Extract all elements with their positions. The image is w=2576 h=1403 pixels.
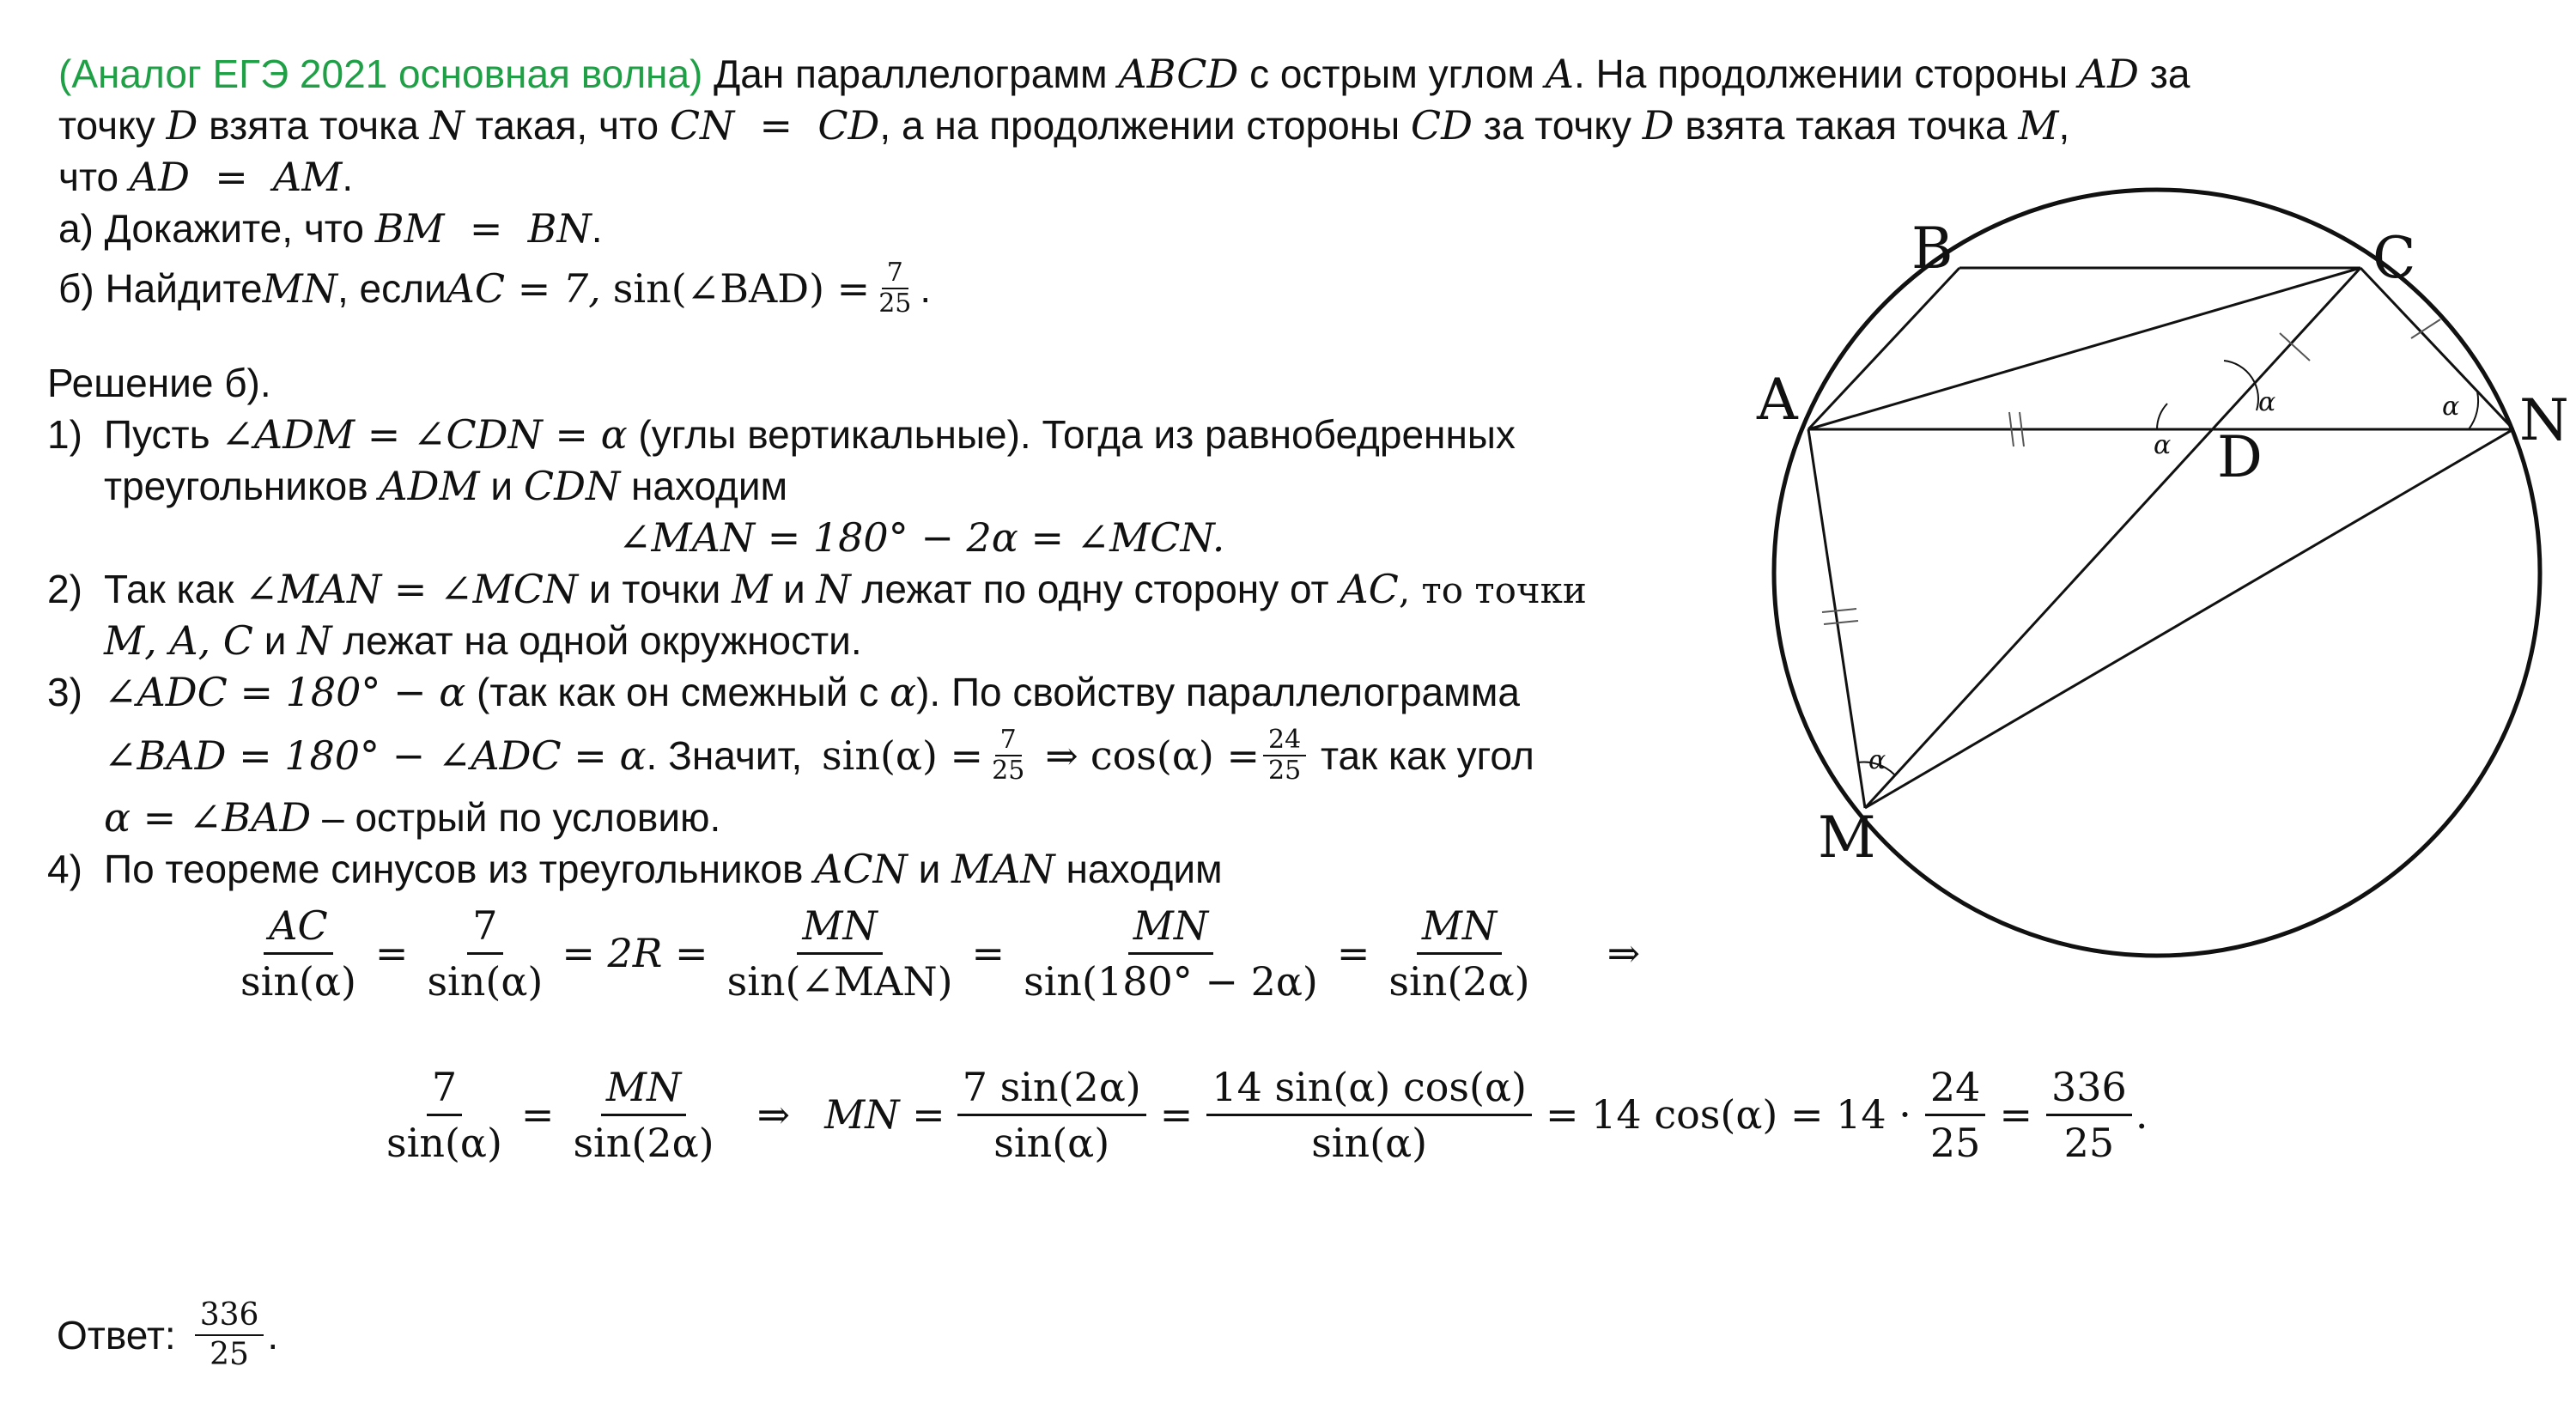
angle-arc-d-left [2157,404,2167,429]
tick-cn [2411,319,2440,338]
segment-am [1808,429,1865,808]
problem-line-3: что AD = AM. [58,154,354,200]
step-3-line-1: 3) ∠ADC = 180° − α (так как он смежный с α). По свойству параллелограмма [47,669,1520,715]
frac-7-sin: $\frac{7}{\sin(\alpha)}$ [422,899,548,1008]
frac-mn-sin-man: $\frac{MN}{\text{sin(∠MAN)}}$ [722,899,958,1008]
frac-336-25: $\frac{336}{25}$ [2046,1060,2132,1169]
tick-am-2 [1824,621,1858,624]
label-point-n: N [2519,387,2569,453]
tick-am-1 [1822,609,1856,612]
segment-cn [2360,268,2513,429]
answer: Ответ: $\frac{336}{25}$ . [57,1297,279,1372]
fraction-sin-alpha: $\frac{7}{25}$ [992,725,1025,786]
frac-mn-sin-2a: $\frac{MN}{\sin(2\alpha)}$ [1383,899,1534,1008]
problem-line-1: (Аналог ЕГЭ 2021 основная волна) Дан параллелограмм ABCD с острым углом A. На продолжении стороны AD за [58,51,2190,97]
frac-14sincos-sin: $\frac{14 \sin(\alpha) \cos(\alpha)}{\sin(\alpha)}$ [1206,1060,1532,1169]
label-point-a: A [1757,367,1798,433]
label-point-d: D [2217,424,2263,490]
fraction-cos-alpha: $\frac{24}{25}$ [1263,726,1306,786]
step-1-formula: ∠MAN = 180° − 2α = ∠MCN. [618,514,1225,561]
segment-mn [1865,429,2513,808]
tick-cd [2280,333,2310,361]
step-3-line-2: ∠BAD = 180° − ∠ADC = α . Значит, sin(α) = $\frac{7}{25}$ ⇒ cos(α) = $\frac{24}{25}$ так как угол [104,725,1534,786]
equation-mn-result: $\frac{7}{\sin(\alpha)}$ = $\frac{MN}{\sin(2\alpha)}$ ⇒ MN = $\frac{7 \sin(2\alpha)}{\sin(\alpha)}$ = $\frac{14 \sin(\alpha) \cos(\alpha)}{\sin(\alpha)}$ = 14 cos(α) = 14 · $\frac{24}{25}$ = $\frac{336}{25}$ . [378,1054,2148,1175]
step-1-line-2: треугольников ADM и CDN находим [104,463,788,509]
step-1-line-1: 1) Пусть ∠ADM = ∠CDN = α (углы вертикальные). Тогда из равнобедренных [47,411,1516,458]
solution-heading: Решение б). [47,361,271,405]
fraction-7-25: $\frac{7}{25}$ [878,258,912,319]
step-2-line-1: 2) Так как ∠MAN = ∠MCN и точки M и N лежат по одну сторону от AC, то точки [47,566,1587,612]
angle-arc-m [1858,762,1894,774]
step-2-line-2: M, A, C и N лежат на одной окружности. [104,617,862,664]
frac-7-sin-2: $\frac{7}{\sin(\alpha)}$ [381,1060,507,1169]
frac-mn-sin2a: $\frac{MN}{\sin(2\alpha)}$ [568,1060,719,1169]
label-point-b: B [1911,216,1953,282]
angle-arc-d-top [2224,361,2258,410]
label-point-m: M [1818,805,1876,871]
step-3-line-3: α = ∠BAD – острый по условию. [104,794,721,841]
frac-24-25: $\frac{24}{25}$ [1925,1060,1986,1169]
label-alpha-n: α [2442,392,2460,422]
tick-ad-1 [2009,412,2014,446]
step-4-line-1: 4) По теореме синусов из треугольников ACN и MAN находим [47,846,1223,892]
frac-7sin2a-sina: $\frac{7 \sin(2\alpha)}{\sin(\alpha)}$ [957,1060,1146,1169]
answer-fraction: $\frac{336}{25}$ [195,1297,264,1374]
segment-ac [1808,268,2360,429]
label-alpha-d-top: α [2258,387,2276,417]
problem-part-a: а) Докажите, что BM = BN. [58,205,603,252]
problem-line-2: точку D взята точка N такая, что CN = CD, а на продолжении стороны CD за точку D взята такая точка M, [58,102,2070,149]
label-alpha-m: α [1868,745,1886,775]
segment-ab [1808,268,1959,429]
label-alpha-d-left: α [2154,430,2172,460]
circumcircle [1774,190,2540,956]
problem-source: (Аналог ЕГЭ 2021 основная волна) [58,52,703,96]
tick-ad-2 [2020,412,2024,446]
angle-arc-n [2469,392,2478,429]
problem-part-b: б) Найдите MN , если AC = 7, sin(∠BAD) = $\frac{7}{25}$ . [58,258,932,319]
frac-ac-sin: $\frac{AC}{\sin(\alpha)}$ [235,899,361,1008]
frac-mn-sin-180: $\frac{MN}{\sin(180^\circ - 2\alpha)}$ [1018,899,1323,1008]
equation-law-of-sines: $\frac{AC}{\sin(\alpha)}$ = $\frac{7}{\sin(\alpha)}$ = 2R = $\frac{MN}{\text{sin(∠MAN)}}$ = $\frac{MN}{\sin(180^\circ - 2\alpha)}$ = $\frac{MN}{\sin(2\alpha)}$ ⇒ [232,893,1650,1013]
label-point-c: C [2372,225,2416,291]
segment-cm [1865,268,2360,808]
